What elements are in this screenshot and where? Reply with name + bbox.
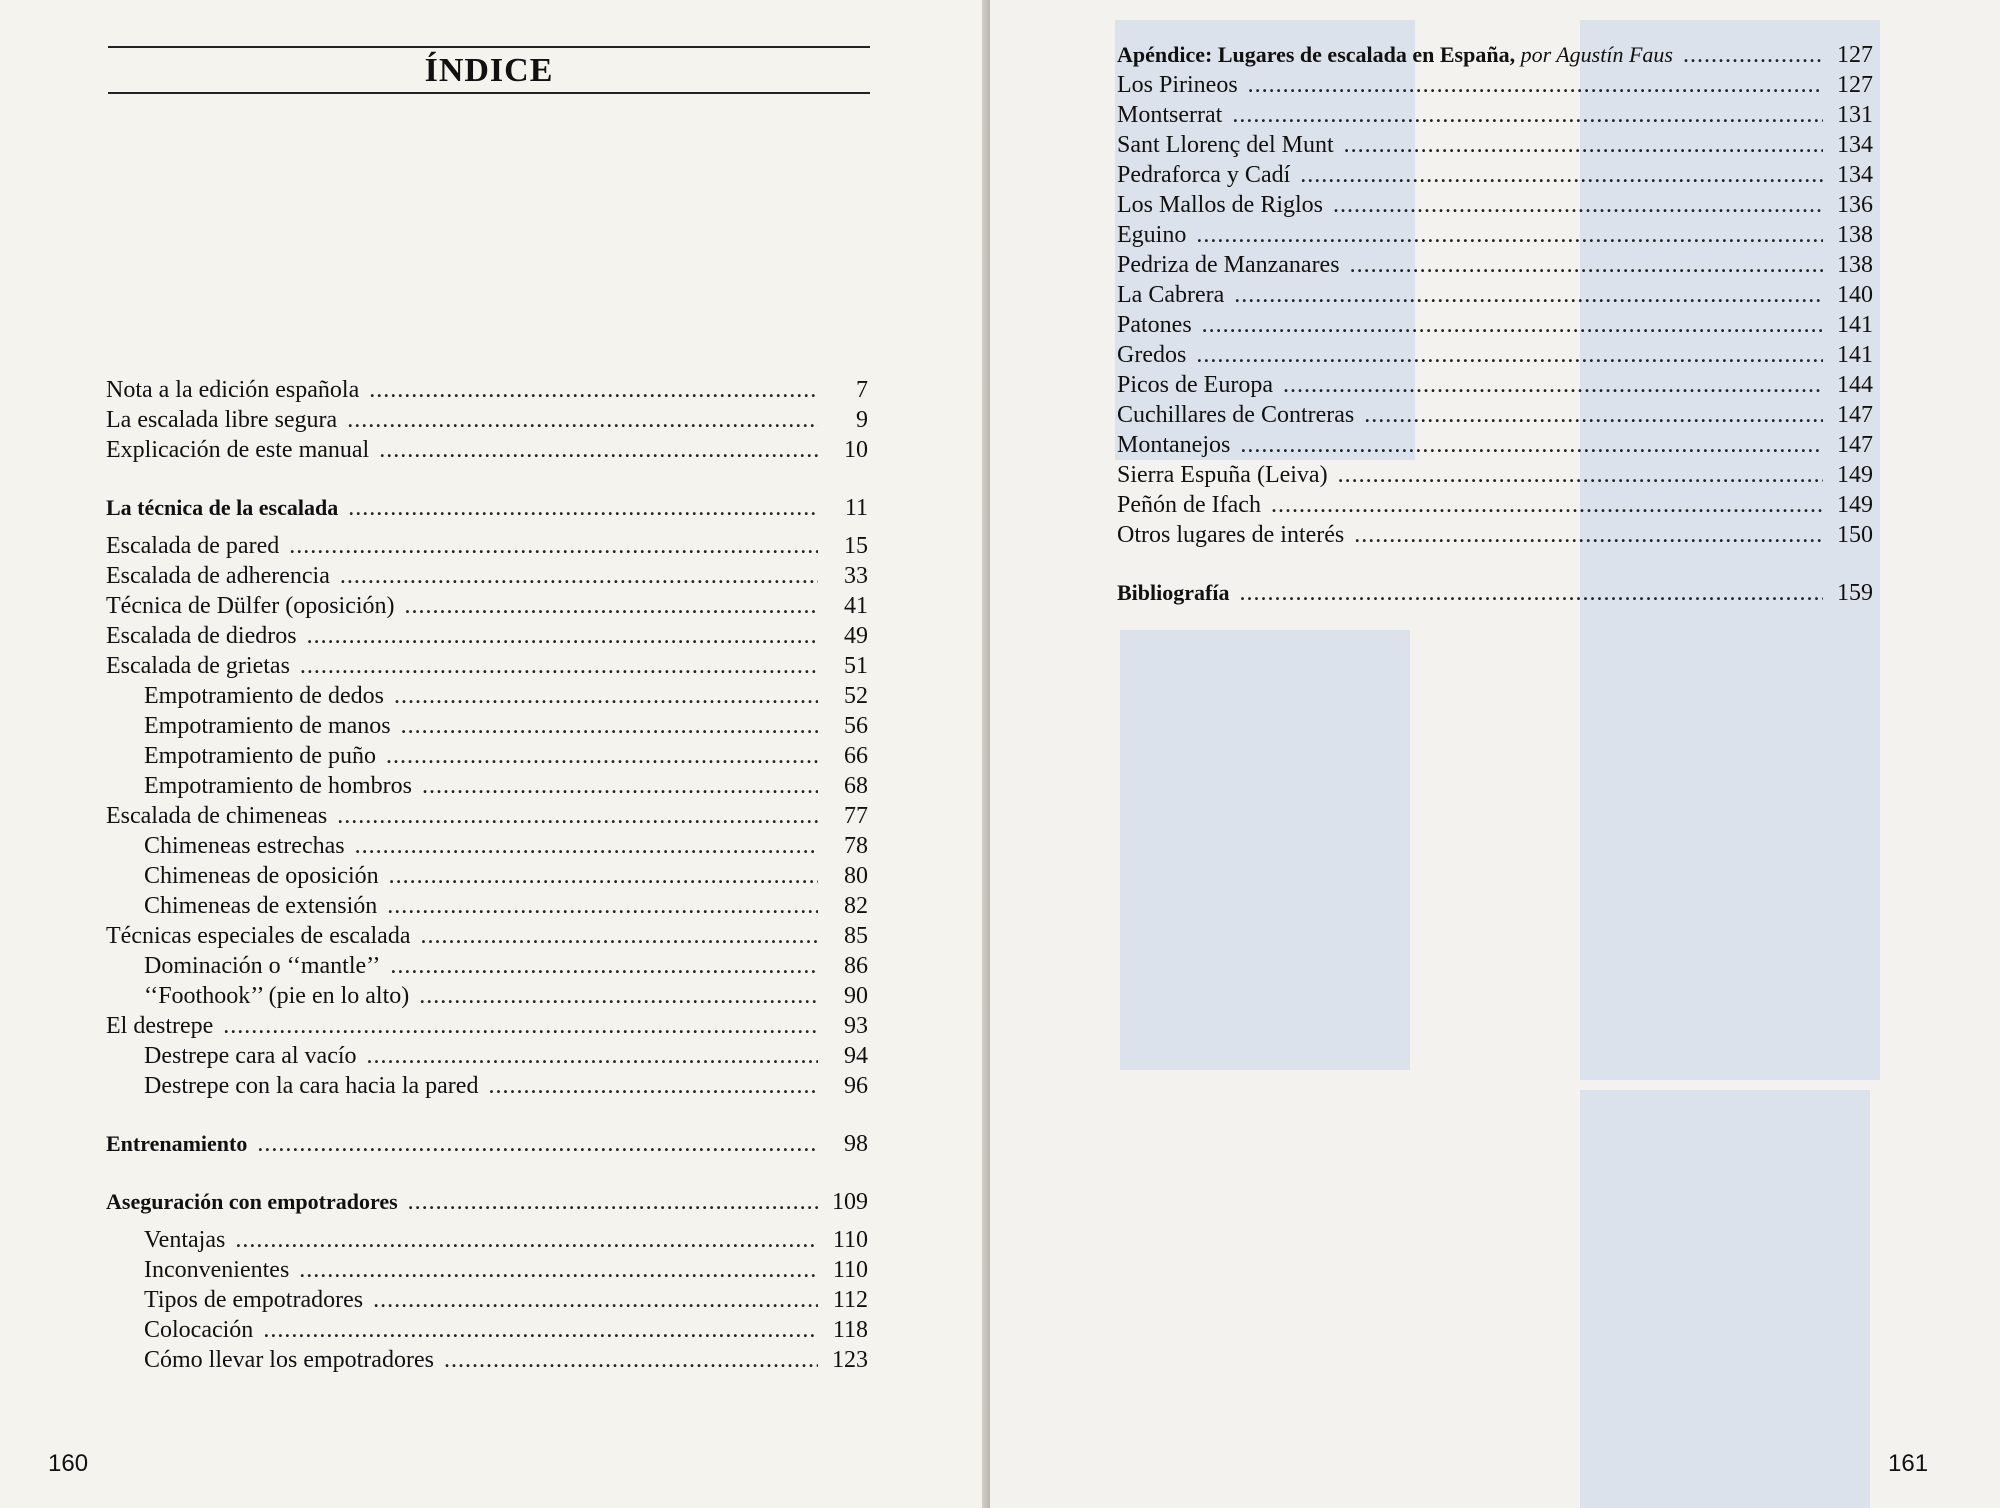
toc-appendix-heading: Apéndice: Lugares de escalada en España, por Agustín Faus ..... 127 [1117, 40, 1873, 70]
toc-subentry: Empotramiento de hombros ..... 68 [106, 771, 868, 801]
toc-entry: Peñón de Ifach ..... 149 [1117, 490, 1873, 520]
toc-entry: Otros lugares de interés ..... 150 [1117, 520, 1873, 550]
toc-subentry: Colocación ..... 118 [106, 1315, 868, 1345]
toc-entry: Montanejos ..... 147 [1117, 430, 1873, 460]
toc-entry: Gredos ..... 141 [1117, 340, 1873, 370]
toc-subentry: Tipos de empotradores ..... 112 [106, 1285, 868, 1315]
toc-subentry: ‘‘Foothook’’ (pie en lo alto) ..... 90 [106, 981, 868, 1011]
toc-entry: Picos de Europa ..... 144 [1117, 370, 1873, 400]
toc-entry: Pedraforca y Cadí ..... 134 [1117, 160, 1873, 190]
toc-subentry: Empotramiento de puño ..... 66 [106, 741, 868, 771]
toc-entry: Escalada de chimeneas ..... 77 [106, 801, 868, 831]
show-through-block [1120, 630, 1410, 1070]
toc-subentry: Chimeneas de oposición ..... 80 [106, 861, 868, 891]
toc-subentry: Destrepe con la cara hacia la pared ..... 96 [106, 1071, 868, 1101]
toc-entry: Escalada de pared ..... 15 [106, 531, 868, 561]
toc-entry: Eguino ..... 138 [1117, 220, 1873, 250]
toc-entry: La Cabrera ..... 140 [1117, 280, 1873, 310]
toc-entry: Sierra Espuña (Leiva) ..... 149 [1117, 460, 1873, 490]
toc-entry: Patones ..... 141 [1117, 310, 1873, 340]
toc-section-heading: Bibliografía ..... 159 [1117, 578, 1873, 608]
toc-entry: Escalada de grietas ..... 51 [106, 651, 868, 681]
toc-entry: Nota a la edición española ..... 7 [106, 375, 868, 405]
toc-subentry: Destrepe cara al vacío ..... 94 [106, 1041, 868, 1071]
show-through-block [1580, 1090, 1870, 1508]
toc-subentry: Inconvenientes ..... 110 [106, 1255, 868, 1285]
left-page [0, 0, 990, 1508]
toc-entry: Técnicas especiales de escalada ..... 85 [106, 921, 868, 951]
toc-entry: Explicación de este manual ..... 10 [106, 435, 868, 465]
page-number-right: 161 [1888, 1450, 1929, 1477]
toc-subentry: Chimeneas de extensión ..... 82 [106, 891, 868, 921]
page-number-left: 160 [48, 1450, 89, 1477]
toc-entry: Pedriza de Manzanares ..... 138 [1117, 250, 1873, 280]
toc-entry: Sant Llorenç del Munt ..... 134 [1117, 130, 1873, 160]
toc-subentry: Dominación o ‘‘mantle’’ ..... 86 [106, 951, 868, 981]
toc-entry: El destrepe ..... 93 [106, 1011, 868, 1041]
toc-subentry: Chimeneas estrechas ..... 78 [106, 831, 868, 861]
toc-subentry: Empotramiento de dedos ..... 52 [106, 681, 868, 711]
toc-section-heading: La técnica de la escalada ..... 11 [106, 493, 868, 523]
toc-subentry: Empotramiento de manos ..... 56 [106, 711, 868, 741]
toc-entry: Escalada de diedros ..... 49 [106, 621, 868, 651]
index-title: ÍNDICE [108, 46, 870, 94]
toc-section-heading: Entrenamiento ..... 98 [106, 1129, 868, 1159]
toc-list-left [106, 375, 868, 1375]
toc-entry: Montserrat ..... 131 [1117, 100, 1873, 130]
toc-list-right [1117, 40, 1873, 608]
toc-subentry: Ventajas ..... 110 [106, 1225, 868, 1255]
toc-subentry: Cómo llevar los empotradores ..... 123 [106, 1345, 868, 1375]
toc-entry: Los Pirineos ..... 127 [1117, 70, 1873, 100]
toc-entry: Técnica de Dülfer (oposición) ..... 41 [106, 591, 868, 621]
toc-entry: Los Mallos de Riglos ..... 136 [1117, 190, 1873, 220]
right-page [990, 0, 2000, 1508]
toc-section-heading: Aseguración con empotradores ..... 109 [106, 1187, 868, 1217]
toc-entry: La escalada libre segura ..... 9 [106, 405, 868, 435]
toc-entry: Cuchillares de Contreras ..... 147 [1117, 400, 1873, 430]
toc-entry: Escalada de adherencia ..... 33 [106, 561, 868, 591]
